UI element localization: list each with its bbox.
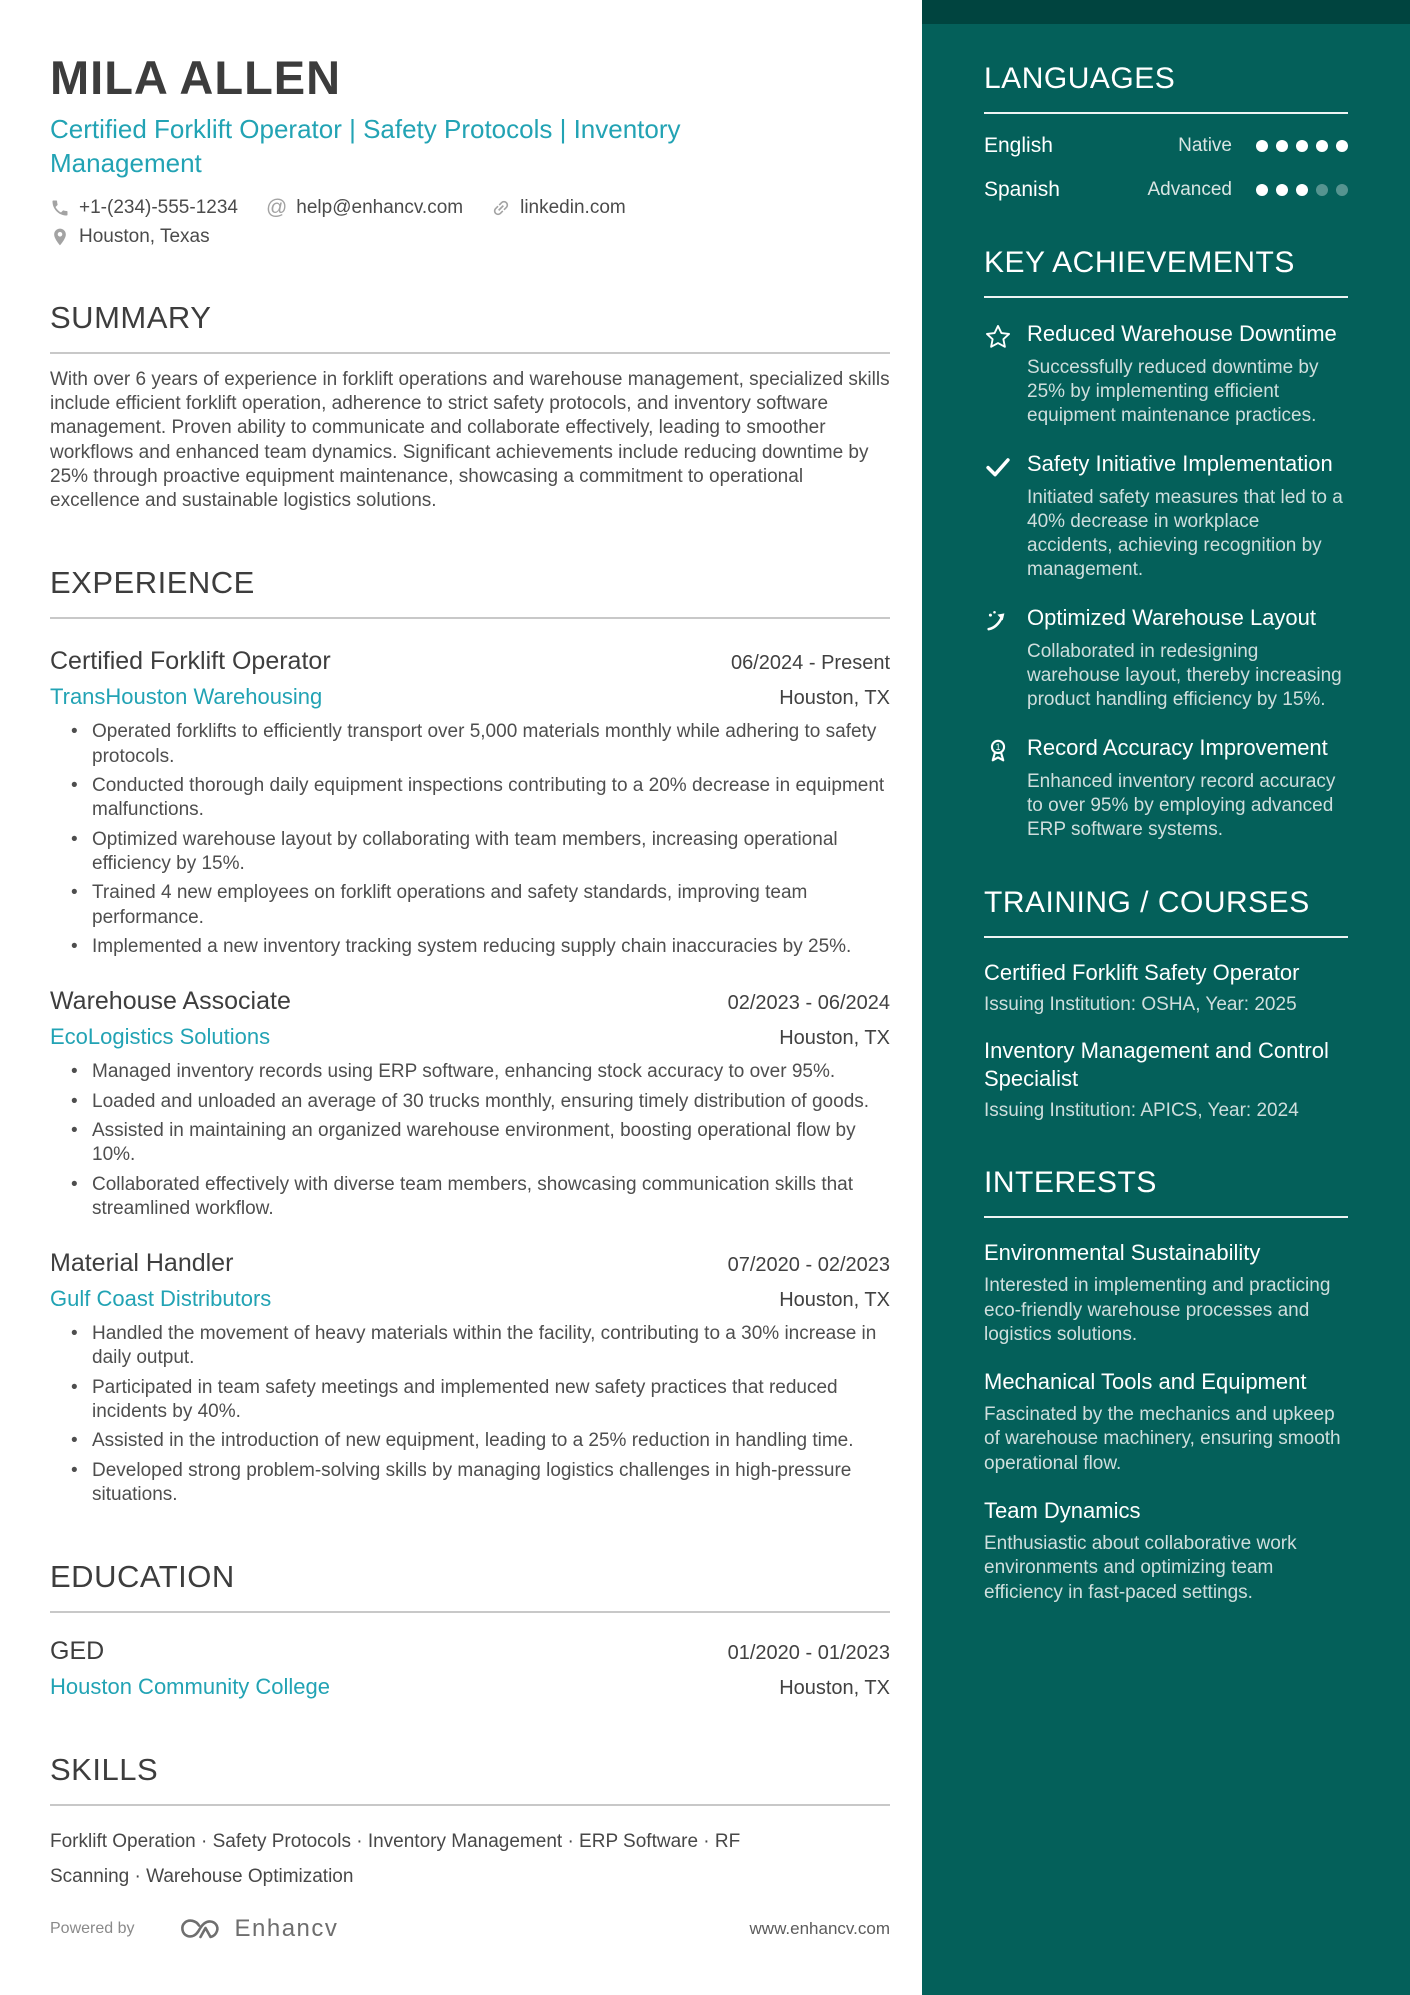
job-entry [50, 647, 890, 959]
at-icon: @ [265, 196, 288, 220]
education-dates: 01/2020 - 01/2023 [727, 1642, 890, 1665]
training-heading: TRAINING / COURSES [984, 886, 1348, 938]
bullet-item: • Optimized warehouse layout by collaborating with team members, increasing operational efficiency by 15%. [50, 828, 890, 877]
language-name: Spanish [984, 178, 1060, 201]
languages-heading: LANGUAGES [984, 62, 1348, 114]
job-entry [50, 987, 890, 1221]
location-text: Houston, Texas [79, 225, 210, 247]
skills-heading: SKILLS [50, 1752, 890, 1806]
interest-text: Enthusiastic about collaborative work environments and optimizing team efficiency in fast-paced settings. [984, 1533, 1297, 1603]
bullet-item: • Assisted in maintaining an organized warehouse environment, boosting operational flow by 10%. [50, 1119, 890, 1168]
website-item [491, 197, 626, 219]
interest-text: Fascinated by the mechanics and upkeep of warehouse machinery, ensuring smooth operational flow. [984, 1404, 1341, 1474]
job-location: Houston, TX [779, 1027, 890, 1050]
powered-by-label: Powered by [50, 1920, 135, 1937]
language-row [984, 178, 1348, 202]
enhancv-site-link[interactable]: www.enhancv.com [749, 1919, 890, 1938]
job-location: Houston, TX [779, 687, 890, 710]
achievement-title: Safety Initiative Implementation [1027, 450, 1333, 476]
job-bullets [50, 720, 890, 959]
education-heading: EDUCATION [50, 1559, 890, 1613]
bullet-item: • Managed inventory records using ERP software, enhancing stock accuracy to over 95%. [50, 1060, 890, 1084]
summary-text: With over 6 years of experience in forklift operations and warehouse management, specialized skills include efficient forklift operation, adherence to strict safety protocols, and inventory software management. Proven ability to communicate and collaborate effectively, leading to smoother workflows and enhanced team dynamics. Significant achievements include reducing downtime by 25% through proactive equipment maintenance, showcasing a commitment to operational excellence and sustainable logistics solutions. [50, 368, 890, 512]
interests-heading: INTERESTS [984, 1166, 1348, 1218]
growth-arrow-icon [984, 604, 1012, 712]
bullet-item: • Trained 4 new employees on forklift operations and safety standards, improving team performance. [50, 881, 890, 930]
job-company: EcoLogistics Solutions [50, 1024, 271, 1050]
interest-title: Environmental Sustainability [984, 1239, 1261, 1265]
bullet-item: • Operated forklifts to efficiently transport over 5,000 materials monthly while adhering to safety protocols. [50, 720, 890, 769]
interest-item [984, 1497, 1348, 1605]
achievement-title: Record Accuracy Improvement [1027, 735, 1328, 761]
course-title: Inventory Management and Control Specialist [984, 1037, 1329, 1092]
footer [50, 1915, 890, 1943]
bullet-item: • Participated in team safety meetings and implemented new safety practices that reduced incidents by 40%. [50, 1376, 890, 1425]
school: Houston Community College [50, 1674, 331, 1700]
language-level: Native [1178, 135, 1232, 156]
language-name: English [984, 134, 1053, 157]
education-location: Houston, TX [779, 1677, 890, 1700]
job-location: Houston, TX [779, 1289, 890, 1312]
linkedin-link[interactable]: linkedin.com [520, 196, 626, 218]
svg-text:1: 1 [995, 741, 1001, 752]
email-link[interactable]: help@enhancv.com [296, 196, 464, 218]
bullet-item: • Developed strong problem-solving skills by managing logistics challenges in high-pressure situations. [50, 1459, 890, 1508]
course-item [984, 959, 1348, 1016]
job-bullets [50, 1060, 890, 1221]
link-icon [491, 198, 511, 218]
job-company: TransHouston Warehousing [50, 684, 323, 710]
job-entry [50, 1249, 890, 1507]
achievement-item [984, 734, 1348, 842]
phone-item [50, 197, 238, 219]
location-pin-icon [50, 227, 70, 247]
achievement-title: Reduced Warehouse Downtime [1027, 321, 1337, 346]
summary-heading: SUMMARY [50, 300, 890, 354]
job-title: Certified Forklift Operator [50, 647, 331, 676]
achievement-item [984, 450, 1348, 582]
experience-heading: EXPERIENCE [50, 565, 890, 619]
bullet-item: • Handled the movement of heavy materials within the facility, contributing to a 30% increase in daily output. [50, 1322, 890, 1371]
interest-title: Team Dynamics [984, 1497, 1141, 1523]
job-title: Material Handler [50, 1249, 234, 1278]
achievement-text: Successfully reduced downtime by 25% by implementing efficient equipment maintenance practices. [1027, 356, 1319, 426]
bullet-item: • Assisted in the introduction of new equipment, leading to a 25% reduction in handling time. [50, 1429, 890, 1453]
language-proficiency-dots [1256, 140, 1348, 152]
job-title: Warehouse Associate [50, 987, 291, 1016]
location-item [50, 226, 210, 248]
location-row [50, 226, 890, 248]
email-item [266, 197, 463, 219]
bullet-item: • Implemented a new inventory tracking system reducing supply chain inaccuracies by 25%. [50, 935, 890, 959]
check-icon [984, 450, 1012, 582]
phone-icon [50, 198, 70, 218]
achievement-text: Collaborated in redesigning warehouse layout, thereby increasing product handling efficiency by 15%. [1027, 640, 1342, 710]
course-title: Certified Forklift Safety Operator [984, 960, 1300, 985]
achievement-item [984, 604, 1348, 712]
job-dates: 07/2020 - 02/2023 [727, 1254, 890, 1277]
interest-item [984, 1239, 1348, 1347]
bullet-item: • Collaborated effectively with diverse team members, showcasing communication skills that streamlined workflow. [50, 1173, 890, 1222]
course-meta: Issuing Institution: APICS, Year: 2024 [984, 1099, 1299, 1121]
course-item [984, 1037, 1348, 1122]
interest-title: Mechanical Tools and Equipment [984, 1368, 1307, 1394]
sidebar [922, 0, 1410, 1995]
interest-text: Interested in implementing and practicing eco-friendly warehouse processes and logistics solutions. [984, 1275, 1331, 1345]
job-company: Gulf Coast Distributors [50, 1286, 272, 1312]
achievement-title: Optimized Warehouse Layout [1027, 605, 1316, 631]
job-bullets [50, 1322, 890, 1507]
course-meta: Issuing Institution: OSHA, Year: 2025 [984, 993, 1297, 1015]
person-name: MILA ALLEN [50, 51, 342, 104]
bullet-item: • Conducted thorough daily equipment inspections contributing to a 20% decrease in equipment malfunctions. [50, 774, 890, 823]
achievements-heading: KEY ACHIEVEMENTS [984, 246, 1348, 298]
job-dates: 06/2024 - Present [731, 652, 890, 675]
job-dates: 02/2023 - 06/2024 [727, 992, 890, 1015]
degree: GED [50, 1637, 105, 1666]
language-level: Advanced [1147, 179, 1232, 200]
interest-item [984, 1368, 1348, 1476]
language-proficiency-dots [1256, 184, 1348, 196]
achievement-item [984, 320, 1348, 428]
enhancv-logo [177, 1916, 223, 1943]
contact-row [50, 197, 890, 219]
medal-icon [984, 734, 1012, 842]
phone-number: +1-(234)-555-1234 [79, 196, 238, 218]
language-row [984, 134, 1348, 158]
achievement-text: Initiated safety measures that led to a 40% decrease in workplace accidents, achieving recognition by management. [1027, 486, 1343, 580]
star-icon [984, 320, 1012, 428]
skills-list: Forklift Operation · Safety Protocols · Inventory Management · ERP Software · RF Scanning · Warehouse Optimization [50, 1831, 741, 1888]
headline: Certified Forklift Operator | Safety Protocols | Inventory Management [50, 114, 681, 178]
achievement-text: Enhanced inventory record accuracy to over 95% by employing advanced ERP software systems. [1027, 770, 1336, 840]
education-entry [50, 1637, 890, 1700]
bullet-item: • Loaded and unloaded an average of 30 trucks monthly, ensuring timely distribution of goods. [50, 1090, 890, 1114]
brand-name: Enhancv [234, 1915, 339, 1942]
